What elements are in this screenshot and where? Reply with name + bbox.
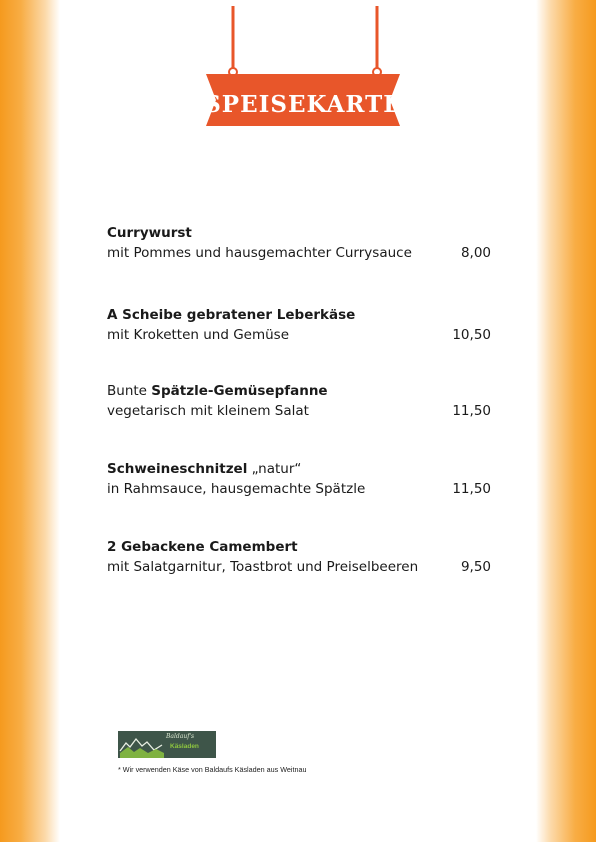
menu-item (107, 382, 491, 426)
item-price: 9,50 (460, 559, 491, 575)
footnote: * Wir verwenden Käse von Baldaufs Käsladen aus Weitnau (118, 765, 307, 774)
item-name: 2 Gebackene Camembert (107, 539, 298, 555)
item-name: A Scheibe gebratener Leberkäse (107, 307, 356, 323)
title-banner (200, 6, 406, 128)
item-description: mit Pommes und hausgemachter Currysauce (107, 245, 412, 261)
item-name: Schweineschnitzel „natur“ (107, 461, 302, 477)
mountain-icon (118, 731, 166, 758)
logo-script-text: Baldauf's (166, 733, 195, 740)
logo-sub-text: Käsladen (170, 743, 199, 750)
item-price: 8,00 (460, 245, 491, 261)
item-price: 11,50 (452, 403, 491, 419)
item-description: in Rahmsauce, hausgemachte Spätzle (107, 481, 366, 497)
menu-item (107, 306, 491, 350)
menu-item (107, 460, 491, 504)
item-price: 11,50 (452, 481, 491, 497)
item-description: mit Salatgarnitur, Toastbrot und Preiselbeeren (107, 559, 419, 575)
left-orange-border (0, 0, 60, 842)
right-orange-border (536, 0, 596, 842)
page-title: SPEISEKARTE (204, 91, 402, 118)
item-price: 10,50 (452, 327, 491, 343)
item-description: mit Kroketten und Gemüse (107, 327, 290, 343)
item-name: Currywurst (107, 225, 192, 241)
item-description: vegetarisch mit kleinem Salat (107, 403, 309, 419)
item-name: Bunte Spätzle-Gemüsepfanne (107, 383, 328, 399)
menu-item (107, 538, 491, 582)
kaesladen-logo (118, 731, 216, 758)
menu-item (107, 224, 491, 268)
